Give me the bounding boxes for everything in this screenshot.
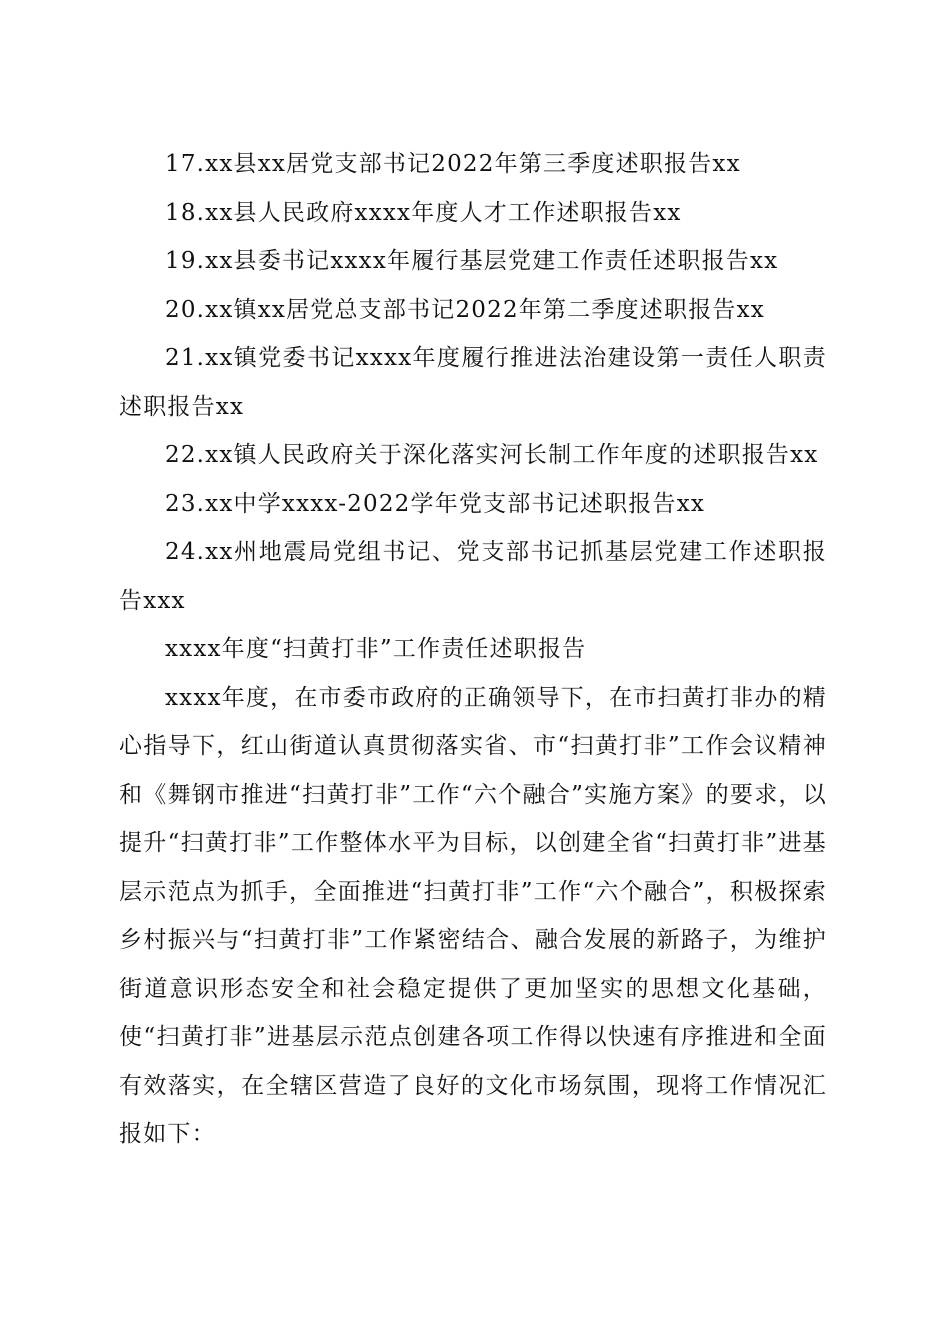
list-item-24: 24.xx州地震局党组书记、党支部书记抓基层党建工作述职报告xxx xyxy=(119,539,827,614)
list-item-22: 22.xx镇人民政府关于深化落实河长制工作年度的述职报告xx xyxy=(165,442,819,468)
list-item-20: 20.xx镇xx居党总支部书记2022年第二季度述职报告xx xyxy=(165,296,765,323)
body-paragraph: xxxx年度，在市委市政府的正确领导下，在市扫黄打非办的精心指导下，红山街道认真贯彻落实省、市“扫黄打非”工作会议精神和《舞钢市推进“扫黄打非”工作“六个融合”实施方案》的要求，以提升“扫黄打非”工作整体水平为目标，以创建全省“扫黄打非”进基层示范点为抓手，全面推进“扫黄打非”工作“六个融合”，积极探索乡村振兴与“扫黄打非”工作紧密结合、融合发展的新路子，为维护街道意识形态安全和社会稳定提供了更加坚实的思想文化基础，使“扫黄打非”进基层示范点创建各项工作得以快速有序推进和全面有效落实，在全辖区营造了良好的文化市场氛围，现将工作情况汇报如下： xyxy=(119,684,827,1147)
list-item-19: 19.xx县委书记xxxx年履行基层党建工作责任述职报告xx xyxy=(165,248,779,274)
list-item-21: 21.xx镇党委书记xxxx年度履行推进法治建设第一责任人职责述职报告xx xyxy=(119,345,827,420)
list-item-18: 18.xx县人民政府xxxx年度人才工作述职报告xx xyxy=(165,199,682,226)
section-title: xxxx年度“扫黄打非”工作责任述职报告 xyxy=(165,636,587,662)
document-page xyxy=(119,140,827,1159)
list-item-23: 23.xx中学xxxx-2022学年党支部书记述职报告xx xyxy=(165,490,706,517)
list-item-17: 17.xx县xx居党支部书记2022年第三季度述职报告xx xyxy=(165,151,741,177)
